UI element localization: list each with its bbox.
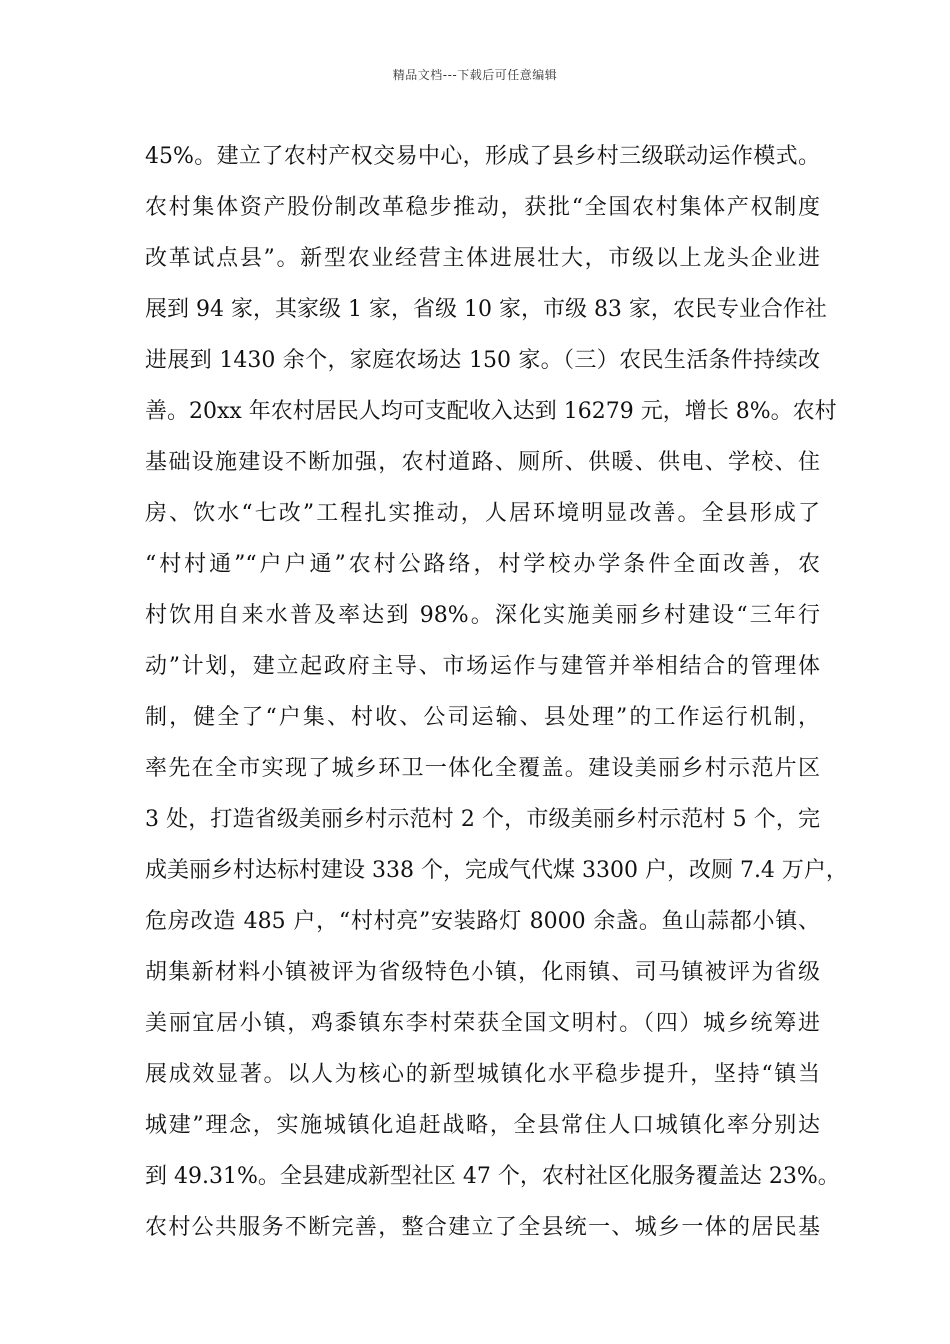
text-line: 村饮用自来水普及率达到 98%。深化实施美丽乡村建设“三年行 xyxy=(145,603,820,628)
text-line: 善。20xx 年农村居民人均可支配收入达到 16279 元，增长 8%。农村 xyxy=(145,399,837,424)
text-line: 动”计划，建立起政府主导、市场运作与建管并举相结合的管理体 xyxy=(145,654,820,679)
text-line: 展到 94 家，其家级 1 家，省级 10 家，市级 83 家，农民专业合作社 xyxy=(145,297,827,322)
text-line: 美丽宜居小镇，鸡黍镇东李村荣获全国文明村。（四）城乡统筹进 xyxy=(145,1011,820,1036)
text-line: 城建”理念，实施城镇化追赶战略，全县常住人口城镇化率分别达 xyxy=(145,1113,820,1138)
page-header: 精品文档---下载后可任意编辑 xyxy=(392,68,558,82)
text-line: “村村通”“户户通”农村公路络，村学校办学条件全面改善，农 xyxy=(145,552,820,577)
text-line: 农村集体资产股份制改革稳步推动，获批“全国农村集体产权制度 xyxy=(145,195,820,220)
text-line: 农村公共服务不断完善，整合建立了全县统一、城乡一体的居民基 xyxy=(145,1215,820,1240)
text-line: 基础设施建设不断加强，农村道路、厕所、供暖、供电、学校、住 xyxy=(145,450,820,475)
text-line: 展成效显著。以人为核心的新型城镇化水平稳步提升，坚持“镇当 xyxy=(145,1062,820,1087)
text-line: 45%。建立了农村产权交易中心，形成了县乡村三级联动运作模式。 xyxy=(145,144,820,169)
text-line: 成美丽乡村达标村建设 338 个，完成气代煤 3300 户，改厕 7.4 万户， xyxy=(145,858,848,883)
text-line: 3 处，打造省级美丽乡村示范村 2 个，市级美丽乡村示范村 5 个，完 xyxy=(145,807,820,832)
text-line: 房、饮水“七改”工程扎实推动，人居环境明显改善。全县形成了 xyxy=(145,501,820,526)
text-line: 进展到 1430 余个，家庭农场达 150 家。（三）农民生活条件持续改 xyxy=(145,348,820,373)
text-line: 胡集新材料小镇被评为省级特色小镇，化雨镇、司马镇被评为省级 xyxy=(145,960,820,985)
text-line: 到 49.31%。全县建成新型社区 47 个，农村社区化服务覆盖达 23%。 xyxy=(145,1164,840,1189)
text-line: 危房改造 485 户，“村村亮”安装路灯 8000 余盏。鱼山蒜都小镇、 xyxy=(145,909,820,934)
text-line: 制，健全了“户集、村收、公司运输、县处理”的工作运行机制， xyxy=(145,705,820,730)
body-text xyxy=(145,131,848,1253)
text-line: 改革试点县”。新型农业经营主体进展壮大，市级以上龙头企业进 xyxy=(145,246,820,271)
text-line: 率先在全市实现了城乡环卫一体化全覆盖。建设美丽乡村示范片区 xyxy=(145,756,820,781)
